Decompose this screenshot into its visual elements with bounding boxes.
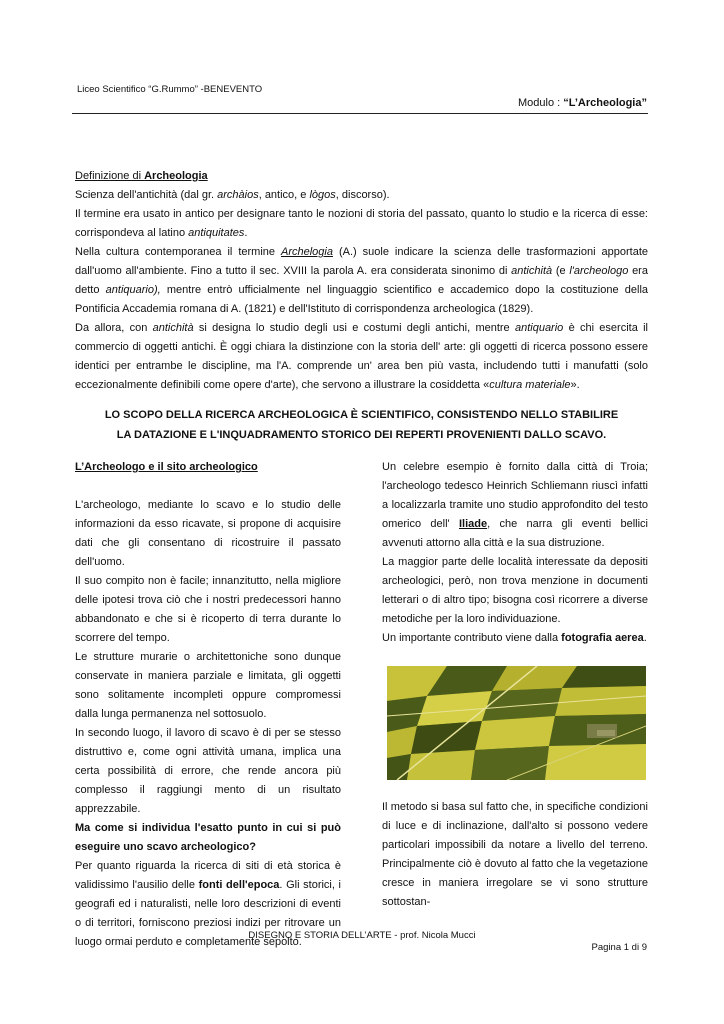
- right-p3: Un importante contributo viene dalla fotografia aerea.: [382, 632, 647, 644]
- left-p6: Per quanto riguarda la ricerca di siti di età storica è validissimo l'ausilio delle fonti dell'epoca. Gli storici, i geografi ed i naturalisti, nelle loro descrizioni di eventi o di territori, forniscono preziosi indizi per ritrovare un luogo ormai perduto e completamente sepolto.: [75, 860, 341, 948]
- intro-section: [75, 167, 648, 395]
- left-p3: Le strutture murarie o architettoniche sono dunque conservate in maniera parziale e limitata, gli oggetti sono solitamente incompleti oppure compromessi dalla lunga permanenza nel sottosuolo.: [75, 651, 341, 720]
- intro-p2: Il termine era usato in antico per designare tanto le nozioni di storia del passato, quanto lo studio e la ricerca di esse: corrispondeva al latino antiquitates.: [75, 208, 648, 239]
- module-header: Modulo : “L’Archeologia”: [518, 97, 647, 109]
- right-p4: Il metodo si basa sul fatto che, in specifiche condizioni di luce e di inclinazione, dall'alto si possono vedere particolari impossibili da notare a livello del terreno. Principalmente ciò è dovuto al fatto che la vegetazione cresce in maniera irregolare se vi sono strutture sottostan-: [382, 801, 648, 908]
- header-rule: [72, 113, 648, 114]
- intro-p3: Nella cultura contemporanea il termine Archelogia (A.) suole indicare la scienza delle trasformazioni apportate dall'uomo all'ambiente. Fino a tutto il sec. XVIII la parola A. era considerata sinonimo di antichità (e l'archeologo era detto antiquario), mentre entrò ufficialmente nel linguaggio scientifico e accademico dopo la costituzione della Pontificia Accademia romana di A. (1821) e dell'Istituto di corrispondenza archeologica (1829).: [75, 246, 648, 315]
- school-header: Liceo Scientifico “G.Rummo” -BENEVENTO: [77, 84, 263, 95]
- right-p2: La maggior parte delle località interessate da depositi archeologici, però, non trova menzione in documenti letterari o di altro tipo; bisogna così ricorrere a diverse metodiche per la loro individuazione.: [382, 556, 648, 625]
- footer-course: DISEGNO E STORIA DELL’ARTE - prof. Nicola Mucci: [248, 930, 476, 941]
- left-question: Ma come si individua l'esatto punto in cui si può eseguire uno scavo archeologico?: [75, 822, 341, 853]
- aerial-photo: [387, 666, 646, 780]
- right-column-continued: [382, 798, 648, 912]
- left-column: [75, 458, 341, 952]
- intro-p4: Da allora, con antichità si designa lo studio degli usi e costumi degli antichi, mentre antiquario è chi esercita il commercio di oggetti antichi. È oggi chiara la distinzione con la storia dell' arte: gli oggetti di ricerca possono essere identici per entrambe le discipline, ma l'A. comprende un' area ben più vasta, includendo tutti i manufatti (solo eccezionalmente definibili come opere d'arte), che servono a illustrare la cosiddetta «cultura materiale».: [75, 322, 648, 391]
- page-number: Pagina 1 di 9: [591, 942, 647, 953]
- left-p2: Il suo compito non è facile; innanzitutto, nella migliore delle ipotesi trova ciò che i nostri predecessori hanno abbandonato e che si è ricoperto di terra durante lo scorrere del tempo.: [75, 575, 341, 644]
- left-p1: L'archeologo, mediante lo scavo e lo studio delle informazioni da esso ricavate, si propone di acquisire dati che gli consentano di ricostruire il passato dell'uomo.: [75, 499, 341, 568]
- left-p4: In secondo luogo, il lavoro di scavo è di per se stesso distruttivo e, come ogni attività umana, implica una certa possibilità di errore, che rende ancora più complesso il raggiungi mento di un risultato apprezzabile.: [75, 727, 341, 815]
- right-column: [382, 458, 648, 648]
- archaeologist-heading: L’Archeologo e il sito archeologico: [75, 461, 258, 473]
- intro-p1: Scienza dell'antichità (dal gr. archàios, antico, e lògos, discorso).: [75, 189, 390, 201]
- right-p1: Un celebre esempio è fornito dalla città di Troia; l'archeologo tedesco Heinrich Schliemann riuscì infatti a localizzarla tramite uno studio approfondito del testo omerico dell' Iliade, che narra gli eventi bellici avvenuti attorno alla città e la sua distruzione.: [382, 461, 648, 549]
- scope-statement: LO SCOPO DELLA RICERCA ARCHEOLOGICA È SCIENTIFICO, CONSISTENDO NELLO STABILIRE LA DATAZIONE E L'INQUADRAMENTO STORICO DEI REPERTI PROVENIENTI DALLO SCAVO.: [104, 409, 619, 441]
- module-title: “L’Archeologia”: [563, 97, 647, 109]
- definition-heading: Definizione di Archeologia: [75, 170, 208, 182]
